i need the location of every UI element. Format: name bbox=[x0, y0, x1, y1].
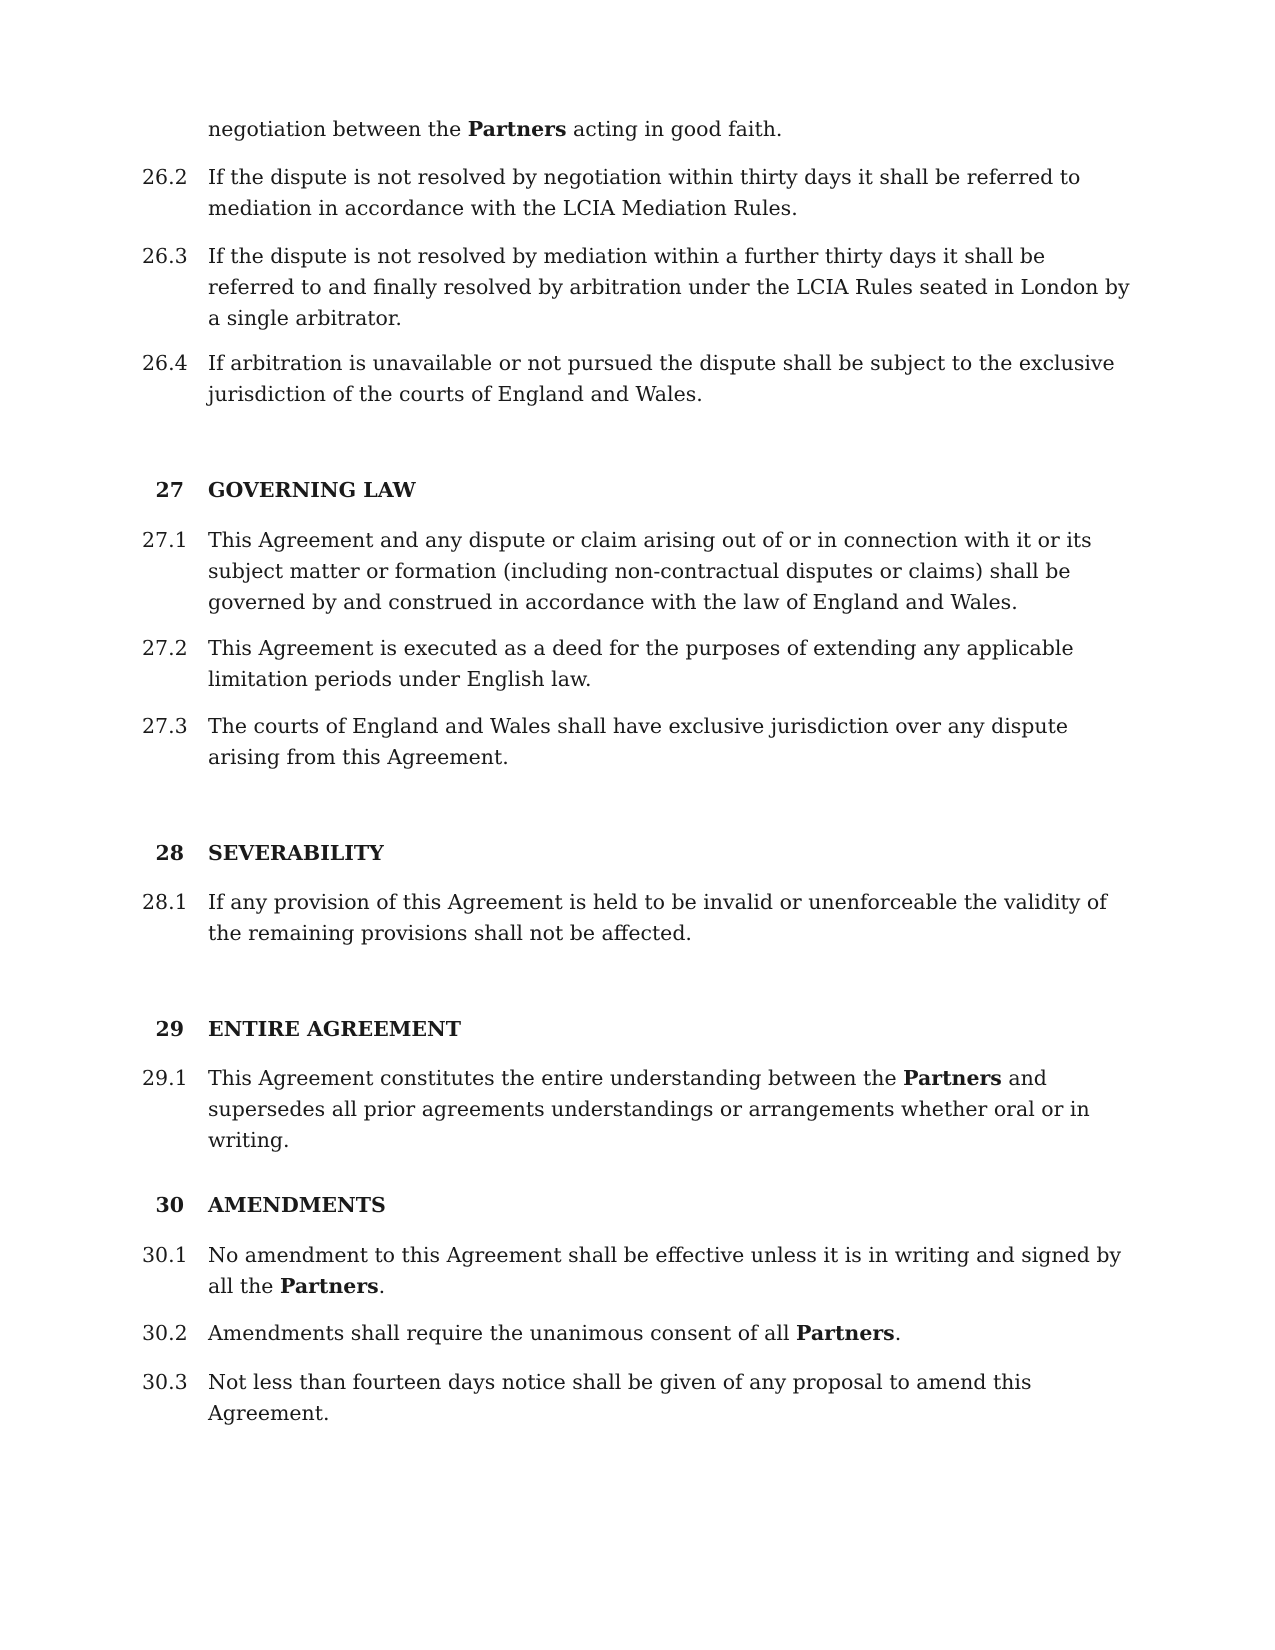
clause-text-part: Amendments shall require the unanimous consent of all bbox=[208, 1321, 797, 1345]
clause-text: If the dispute is not resolved by negotiation within thirty days it shall be referred to mediation in accordance with the LCIA Mediation Rules. bbox=[208, 165, 1081, 220]
clause-text-part: No amendment to this Agreement shall be effective unless it is in writing and signed by all the bbox=[208, 1243, 1122, 1298]
section-title: ENTIRE AGREEMENT bbox=[208, 1017, 462, 1041]
clause-27-3 bbox=[142, 711, 1132, 773]
defined-term: Partners bbox=[279, 1274, 379, 1298]
clause-29-1 bbox=[142, 1063, 1132, 1156]
clause-text-part: and supersedes all prior agreements understandings or arrangements whether oral or in writing. bbox=[208, 1066, 1090, 1152]
defined-term: Partners bbox=[796, 1321, 895, 1345]
clause-number: 29.1 bbox=[142, 1066, 188, 1090]
clause-text-part: This Agreement constitutes the entire understanding between the bbox=[208, 1066, 904, 1090]
section-number: 30 bbox=[155, 1193, 184, 1217]
clause-text: If the dispute is not resolved by mediation within a further thirty days it shall be referred to and finally resolved by arbitration under the LCIA Rules seated in London by a single arbitrator. bbox=[208, 244, 1130, 330]
clause-text bbox=[208, 1240, 1132, 1302]
clause-number: 27.3 bbox=[142, 714, 188, 738]
clause-number: 26.3 bbox=[142, 244, 188, 268]
clause-text: acting in good faith. bbox=[566, 117, 783, 141]
clause-number: 26.2 bbox=[142, 165, 188, 189]
section-title: GOVERNING LAW bbox=[208, 478, 416, 502]
clause-26-3 bbox=[142, 241, 1132, 334]
section-number: 29 bbox=[155, 1017, 184, 1041]
defined-term: Partners bbox=[903, 1066, 1002, 1090]
clause-text: The courts of England and Wales shall have exclusive jurisdiction over any dispute arising from this Agreement. bbox=[208, 714, 1068, 769]
clause-text: If arbitration is unavailable or not pursued the dispute shall be subject to the exclusive jurisdiction of the courts of England and Wales. bbox=[208, 351, 1115, 406]
clause-26-2 bbox=[142, 162, 1132, 224]
section-heading-entire-agreement bbox=[142, 1014, 1132, 1045]
clause-number: 27.2 bbox=[142, 636, 188, 660]
clause-text bbox=[208, 1318, 1132, 1349]
section-heading-severability bbox=[142, 838, 1132, 869]
clause-30-3 bbox=[142, 1367, 1132, 1429]
section-number: 27 bbox=[155, 478, 184, 502]
clause-text: If any provision of this Agreement is held to be invalid or unenforceable the validity of the remaining provisions shall not be affected. bbox=[208, 890, 1107, 945]
clause-26-1-continuation bbox=[208, 114, 1132, 145]
clause-27-1 bbox=[142, 525, 1132, 618]
clause-text: This Agreement and any dispute or claim arising out of or in connection with it or its subject matter or formation (including non-contractual disputes or claims) shall be governed by and construed in accordance with the law of England and Wales. bbox=[208, 528, 1092, 614]
clause-number: 30.1 bbox=[142, 1243, 188, 1267]
defined-term: Partners bbox=[467, 117, 567, 141]
clause-26-4 bbox=[142, 348, 1132, 410]
clause-27-2 bbox=[142, 633, 1132, 695]
clause-text-part: . bbox=[378, 1274, 386, 1298]
clause-number: 26.4 bbox=[142, 351, 188, 375]
section-number: 28 bbox=[155, 841, 184, 865]
section-title: AMENDMENTS bbox=[208, 1193, 386, 1217]
clause-text-part: . bbox=[894, 1321, 902, 1345]
clause-number: 28.1 bbox=[142, 890, 188, 914]
section-heading-governing-law bbox=[142, 475, 1132, 506]
clause-number: 30.3 bbox=[142, 1370, 188, 1394]
clause-number: 30.2 bbox=[142, 1321, 188, 1345]
clause-text bbox=[208, 1063, 1132, 1156]
clause-28-1 bbox=[142, 887, 1132, 949]
clause-text: This Agreement is executed as a deed for the purposes of extending any applicable limitation periods under English law. bbox=[208, 636, 1074, 691]
clause-number: 27.1 bbox=[142, 528, 188, 552]
clause-text: negotiation between the bbox=[208, 117, 468, 141]
clause-30-1 bbox=[142, 1240, 1132, 1302]
section-title: SEVERABILITY bbox=[208, 841, 384, 865]
clause-30-2 bbox=[142, 1318, 1132, 1349]
section-heading-amendments bbox=[142, 1190, 1132, 1221]
clause-text: Not less than fourteen days notice shall be given of any proposal to amend this Agreement. bbox=[208, 1370, 1032, 1425]
